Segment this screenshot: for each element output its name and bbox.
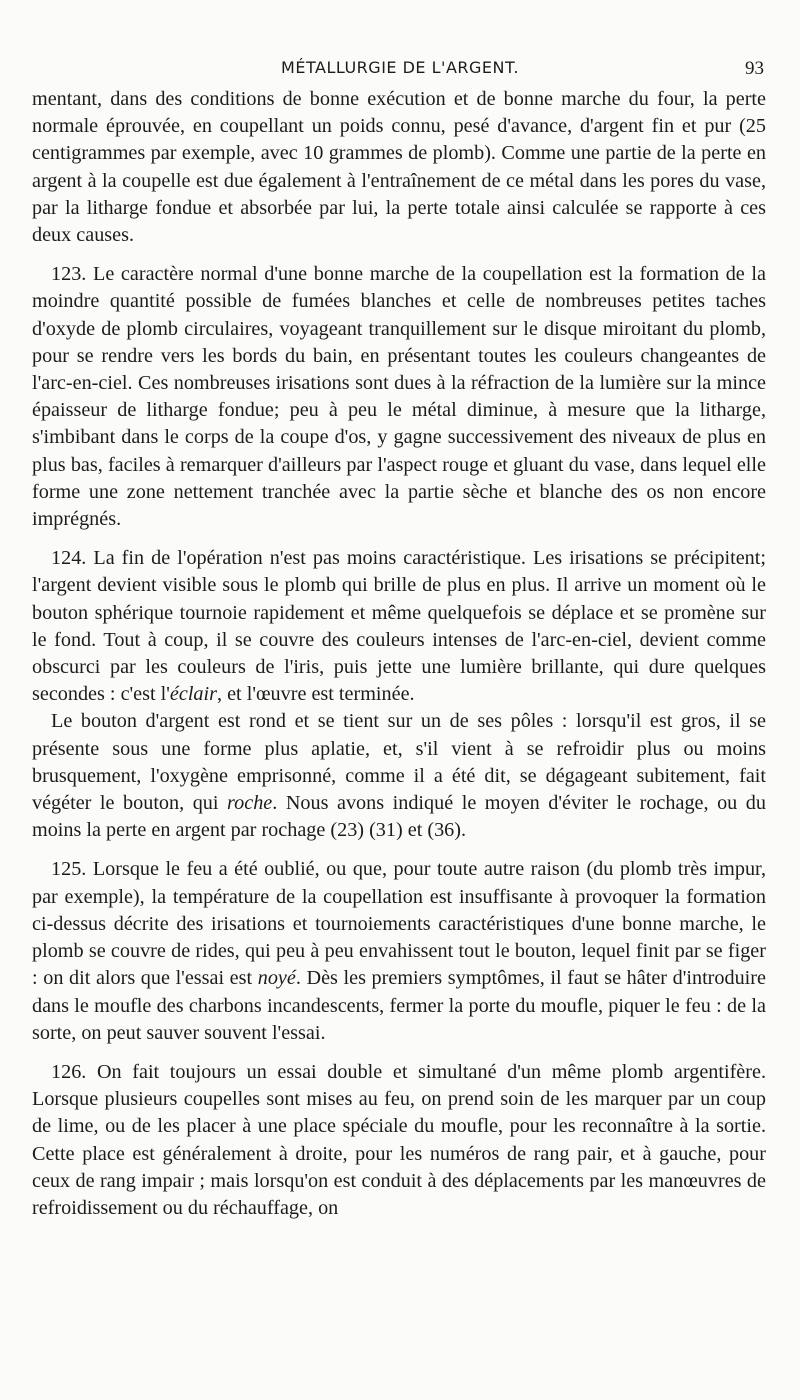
- paragraph-123: [32, 261, 766, 533]
- paragraph-text-end: . Nous avons indiqué le moyen d'éviter le rochage, ou du moins la perte en argent par rochage (23) (31) et (36).: [32, 792, 766, 842]
- italic-term: noyé: [257, 967, 296, 990]
- paragraph-number: 126.: [51, 1060, 87, 1083]
- paragraph-number: 123.: [51, 263, 87, 286]
- paragraph-124: [32, 545, 766, 708]
- paragraph-text: Le bouton d'argent est rond et se tient sur un de ses pôles : lorsqu'il est gros, il se présente sous une forme plus aplatie, et, s'il vient à se refroidir plus ou moins brusquement, l'oxygène emprisonné, comme il a été dit, se dégageant subitement, fait végéter le bouton, qui: [32, 710, 766, 815]
- paragraph-text-end: , et l'œuvre est terminée.: [217, 683, 415, 706]
- italic-term: roche: [227, 792, 273, 815]
- paragraph-text: Lorsque le feu a été oublié, ou que, pour toute autre raison (du plomb très impur, par exemple), la température de la coupellation est insuffisante à provoquer la formation ci-dessus décrite des irisations et tournoiements caractéristiques d'une bonne marche, le plomb se couvre de rides, qui peu à peu envahissent tout le bouton, lequel finit par se figer : on dit alors que l'essai est: [32, 858, 766, 990]
- paragraph-number: 125.: [51, 858, 87, 881]
- paragraph-number: 124.: [51, 547, 87, 570]
- body-text: [32, 86, 766, 1222]
- paragraph-125: [32, 856, 766, 1046]
- page-header: [32, 58, 768, 86]
- paragraph-text: mentant, dans des conditions de bonne exécution et de bonne marche du four, la perte normale éprouvée, en coupellant un poids connu, pesé d'avance, d'argent fin et pur (25 centigrammes par exemple, avec 10 grammes de plomb). Comme une partie de la perte en argent à la coupelle est due également à l'entraînement de ce métal dans les pores du vase, par la litharge fondue et absorbée par lui, la perte totale ainsi calculée se rapporte à ces deux causes.: [32, 88, 766, 247]
- paragraph-text: On fait toujours un essai double et simultané d'un même plomb argentifère. Lorsque plusieurs coupelles sont mises au feu, on prend soin de les marquer par un coup de lime, ou de les placer à une place spéciale du moufle, pour les reconnaître à la sortie. Cette place est généralement à droite, pour les numéros de rang pair, et à gauche, pour ceux de rang impair ; mais lorsqu'on est conduit à des déplacements par les manœuvres de refroidissement ou du réchauffage, on: [32, 1060, 766, 1219]
- running-title: MÉTALLURGIE DE L'ARGENT.: [281, 58, 519, 77]
- paragraph-126: [32, 1059, 766, 1222]
- paragraph-124-continued: [32, 708, 766, 844]
- page-number: 93: [745, 58, 764, 79]
- italic-term: éclair: [169, 683, 217, 706]
- paragraph-continuation: [32, 86, 766, 249]
- paragraph-text: La fin de l'opération n'est pas moins caractéristique. Les irisations se précipitent; l'argent devient visible sous le plomb qui brille de plus en plus. Il arrive un moment où le bouton sphérique tournoie rapidement et même quelquefois se déplace et se promène sur le fond. Tout à coup, il se couvre des couleurs intenses de l'arc-en-ciel, devient comme obscurci par les couleurs de l'iris, puis jette une lumière brillante, qui dure quelques secondes : c'est l': [32, 547, 766, 706]
- paragraph-text: Le caractère normal d'une bonne marche de la coupellation est la formation de la moindre quantité possible de fumées blanches et celle de nombreuses petites taches d'oxyde de plomb circulaires, voyageant tranquillement sur le disque miroitant du plomb, pour se rendre vers les bords du bain, en présentant toutes les couleurs changeantes de l'arc-en-ciel. Ces nombreuses irisations sont dues à la réfraction de la lumière sur la mince épaisseur de litharge fondue; peu à peu le métal diminue, à mesure que la litharge, s'imbibant dans le corps de la coupe d'os, y gagne successivement des niveaux de plus en plus bas, faciles à remarquer d'ailleurs par l'aspect rouge et gluant du vase, dans lequel elle forme une zone nettement tranchée avec la partie sèche et blanche des os non encore imprégnés.: [32, 263, 766, 531]
- paragraph-text-end: . Dès les premiers symptômes, il faut se hâter d'introduire dans le moufle des charbons incandescents, fermer la porte du moufle, piquer le feu : de la sorte, on peut sauver souvent l'essai.: [32, 967, 766, 1044]
